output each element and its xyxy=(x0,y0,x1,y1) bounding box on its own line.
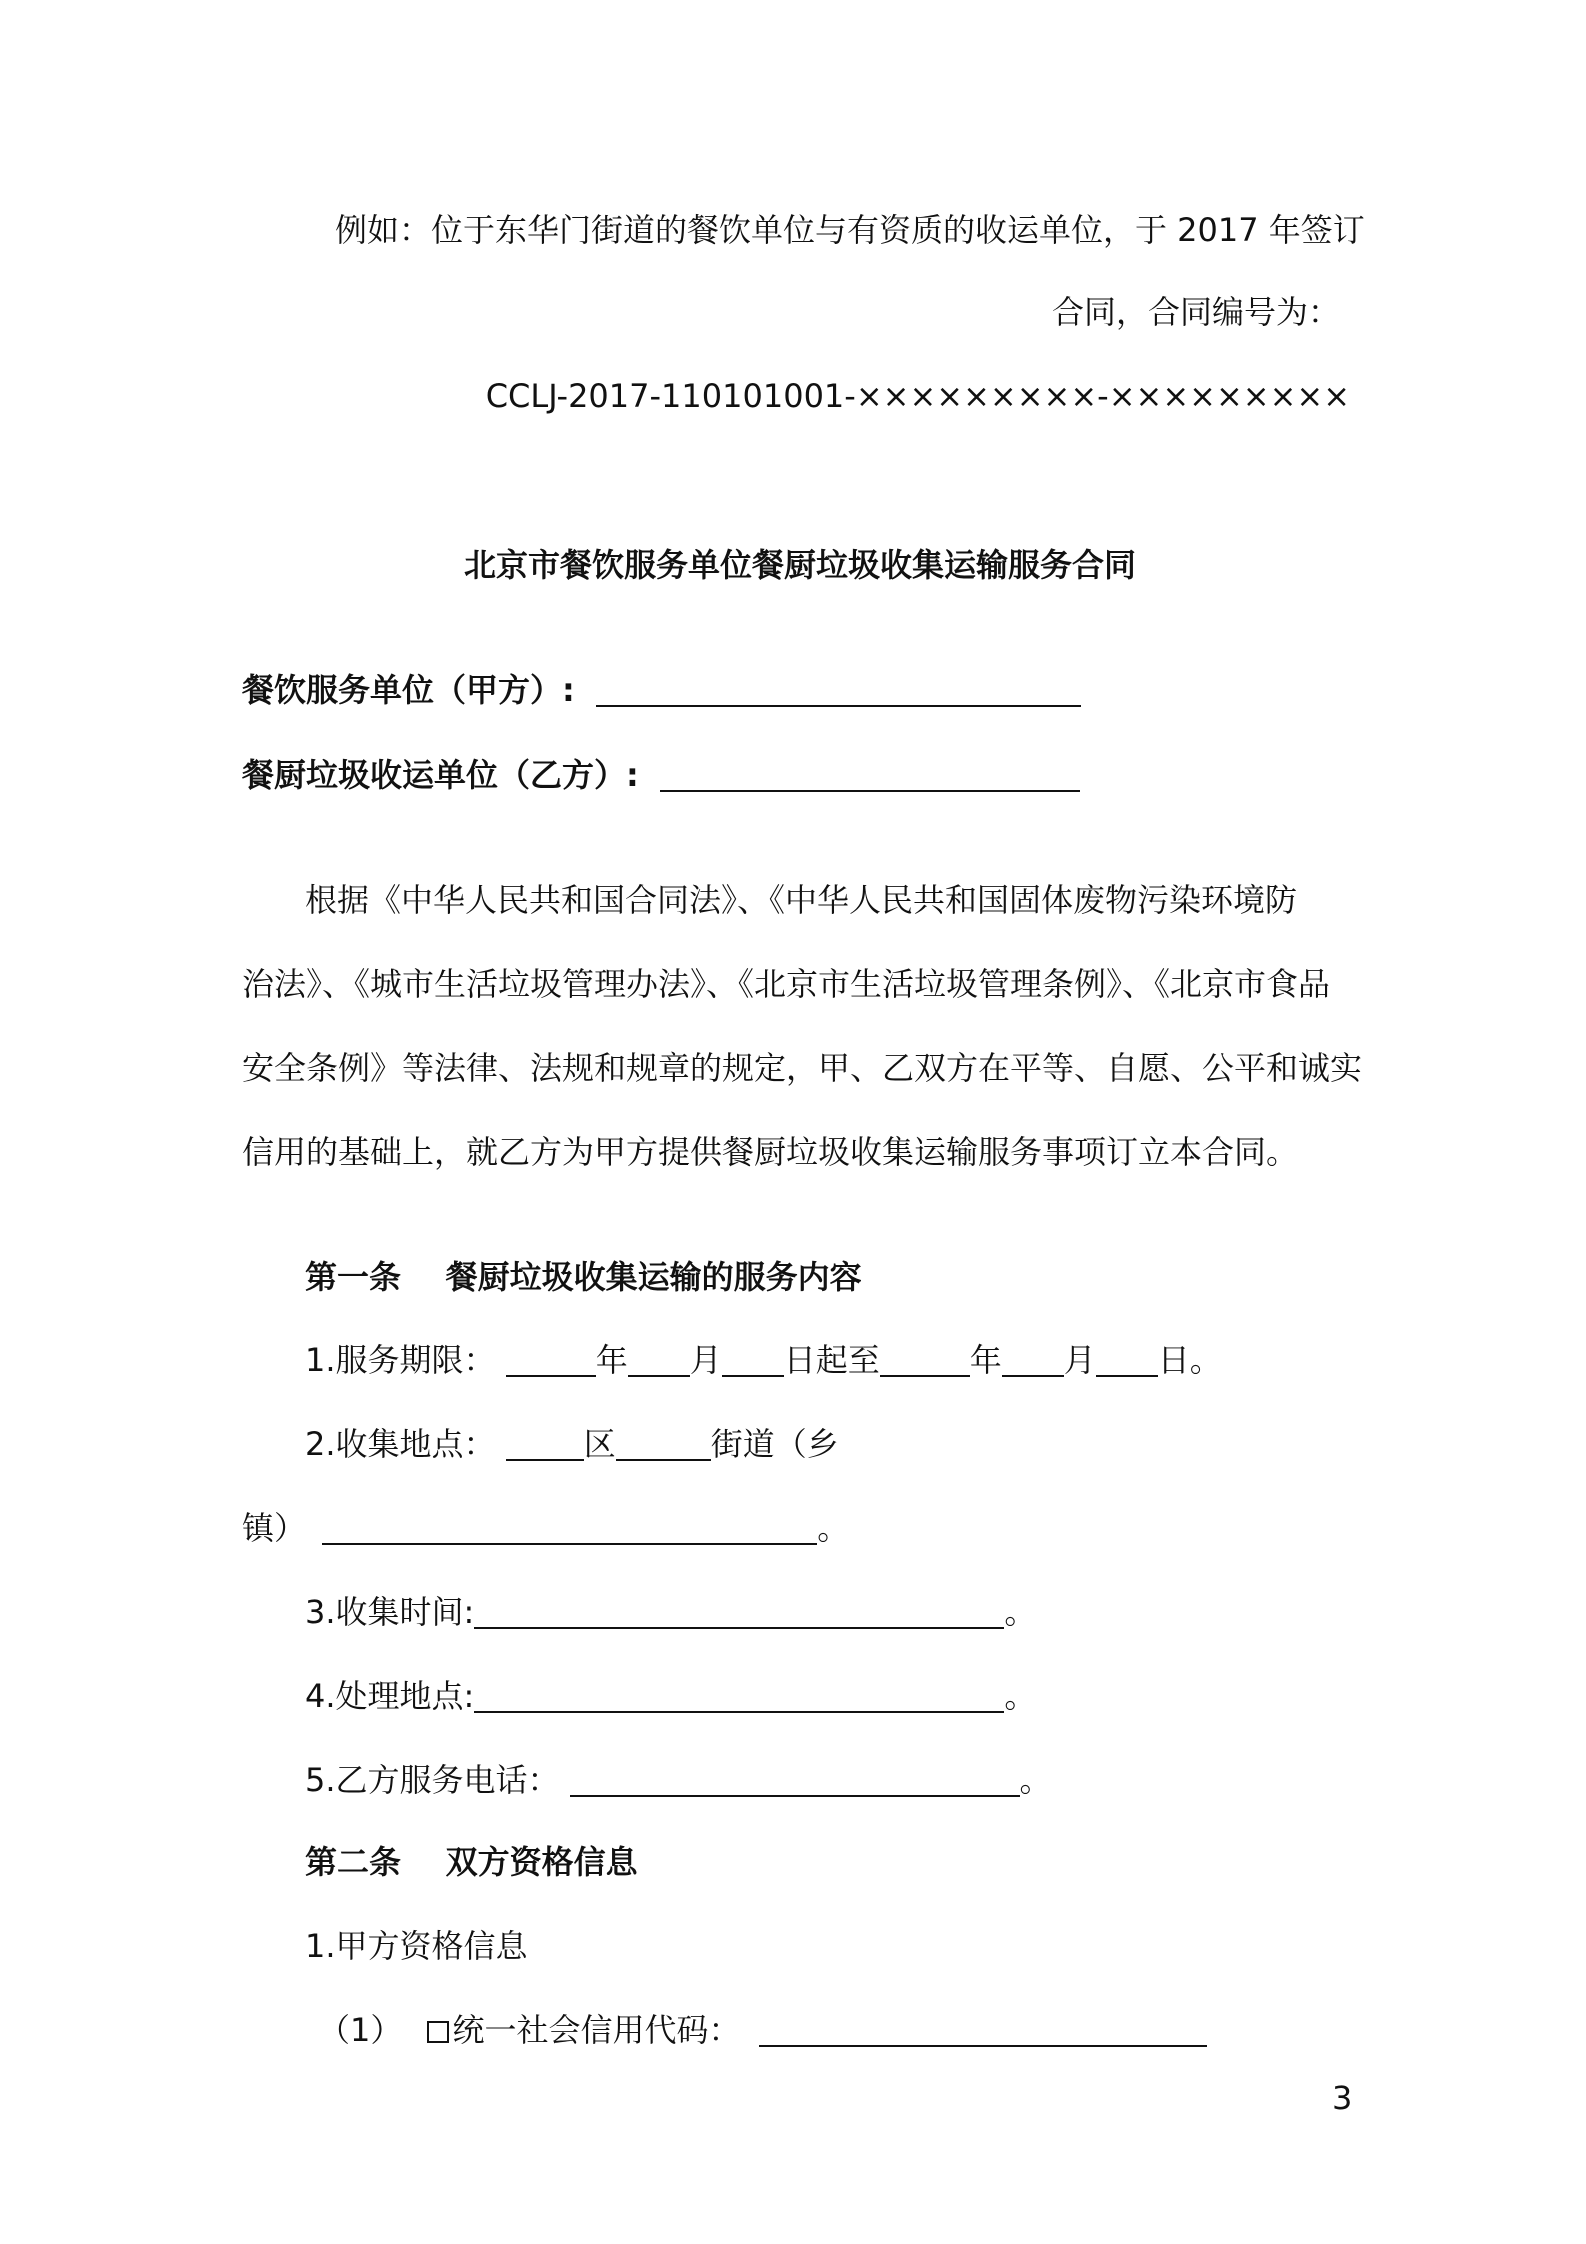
party-b-field[interactable] xyxy=(660,756,1080,792)
service-period-row xyxy=(305,1340,1222,1380)
disposal-location-end: 。 xyxy=(1004,1677,1037,1715)
party-a-label: 餐饮服务单位（甲方）: xyxy=(242,671,575,709)
street-label: 街道（乡 xyxy=(710,1425,839,1463)
party-b-row xyxy=(242,755,1080,795)
credit-code-label: 统一社会信用代码： xyxy=(452,2011,741,2049)
page-number: 3 xyxy=(1332,2079,1353,2117)
collection-time-label: 3.收集时间: xyxy=(305,1593,475,1631)
example-line-2: 合同，合同编号为： xyxy=(1051,293,1340,331)
article-2-title: 第二条 双方资格信息 xyxy=(305,1843,638,1881)
district-field[interactable] xyxy=(506,1425,584,1461)
service-phone-end: 。 xyxy=(1019,1761,1052,1799)
town-label: 镇） xyxy=(242,1509,307,1547)
preamble-line-3: 安全条例》等法律、法规和规章的规定，甲、乙双方在平等、自愿、公平和诚实 xyxy=(242,1049,1363,1087)
district-label: 区 xyxy=(583,1425,616,1463)
example-line-1: 例如：位于东华门街道的餐饮单位与有资质的收运单位，于 2017 年签订 xyxy=(335,211,1365,249)
preamble-line-1: 根据《中华人民共和国合同法》、《中华人民共和国固体废物污染环境防 xyxy=(305,881,1298,919)
start-year-field[interactable] xyxy=(506,1341,596,1377)
disposal-location-label: 4.处理地点: xyxy=(305,1677,475,1715)
town-row xyxy=(242,1508,849,1548)
month-label: 月 xyxy=(689,1341,722,1379)
service-phone-label: 5.乙方服务电话： xyxy=(305,1761,560,1799)
town-end: 。 xyxy=(817,1509,850,1547)
day-end-label: 日。 xyxy=(1157,1341,1222,1379)
preamble-line-2: 治法》、《城市生活垃圾管理办法》、《北京市生活垃圾管理条例》、《北京市食品 xyxy=(242,965,1331,1003)
collection-location-label: 2.收集地点： xyxy=(305,1425,496,1463)
collection-location-row xyxy=(305,1424,839,1464)
collection-time-row xyxy=(305,1592,1036,1632)
collection-time-field[interactable] xyxy=(474,1593,1004,1629)
street-field[interactable] xyxy=(616,1425,711,1461)
month-label-2: 月 xyxy=(1063,1341,1096,1379)
service-period-label: 1.服务期限： xyxy=(305,1341,496,1379)
collection-time-end: 。 xyxy=(1004,1593,1037,1631)
item-1-number: （1） xyxy=(318,2011,403,2049)
contract-number: CCLJ-2017-110101001-×××××××××-××××××××× xyxy=(485,377,1350,415)
disposal-location-field[interactable] xyxy=(474,1677,1004,1713)
disposal-location-row xyxy=(305,1676,1036,1716)
end-day-field[interactable] xyxy=(1096,1341,1158,1377)
credit-code-checkbox[interactable] xyxy=(427,2021,449,2043)
party-a-field[interactable] xyxy=(596,671,1081,707)
town-field[interactable] xyxy=(322,1509,817,1545)
start-month-field[interactable] xyxy=(628,1341,690,1377)
article-1-title: 第一条 餐厨垃圾收集运输的服务内容 xyxy=(305,1258,862,1296)
year-label-2: 年 xyxy=(969,1341,1002,1379)
day-from-label: 日起至 xyxy=(783,1341,880,1379)
year-label: 年 xyxy=(595,1341,628,1379)
service-phone-row xyxy=(305,1760,1052,1800)
end-month-field[interactable] xyxy=(1002,1341,1064,1377)
contract-title: 北京市餐饮服务单位餐厨垃圾收集运输服务合同 xyxy=(463,546,1136,584)
party-a-row xyxy=(242,670,1081,710)
credit-code-row xyxy=(318,2010,1207,2050)
party-b-label: 餐厨垃圾收运单位（乙方）: xyxy=(242,756,639,794)
credit-code-field[interactable] xyxy=(759,2011,1207,2047)
service-phone-field[interactable] xyxy=(570,1761,1020,1797)
party-a-qualification: 1.甲方资格信息 xyxy=(305,1927,528,1965)
preamble-line-4: 信用的基础上，就乙方为甲方提供餐厨垃圾收集运输服务事项订立本合同。 xyxy=(242,1133,1299,1171)
end-year-field[interactable] xyxy=(880,1341,970,1377)
start-day-field[interactable] xyxy=(722,1341,784,1377)
